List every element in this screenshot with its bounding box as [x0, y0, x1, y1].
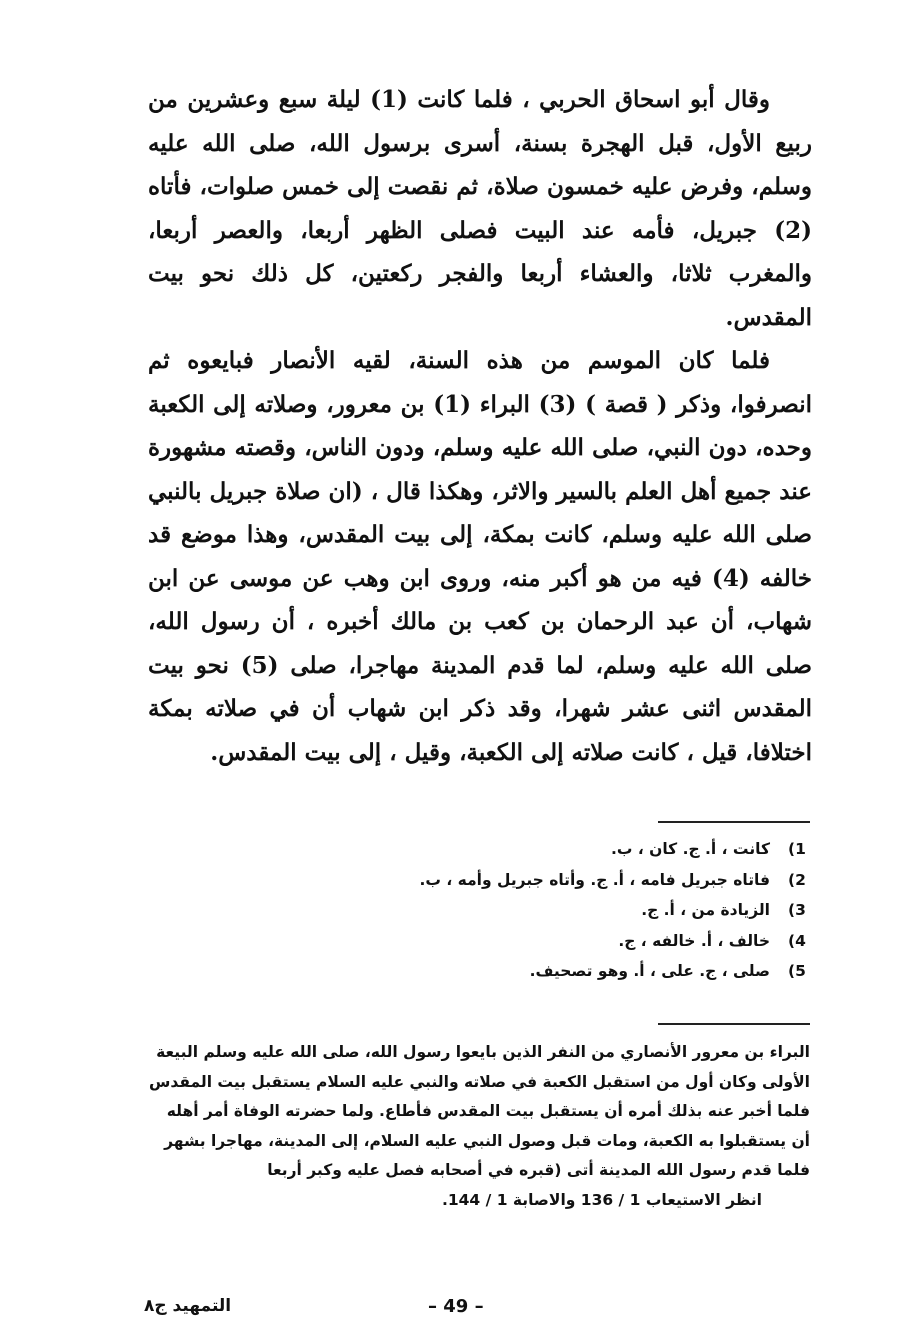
footnote-item	[300, 932, 810, 963]
biography-line: فلما أخبر عنه بذلك أمره أن يستقبل بيت المقدس فأطاع. ولما حضرته الوفاة أمر أهله	[166, 1102, 810, 1120]
biography-line: البراء بن معرور الأنصاري من النفر الذين بايعوا رسول الله، صلى الله عليه وسلم البيعة	[156, 1043, 810, 1061]
biography-separator	[658, 1023, 810, 1025]
paragraph: وقال أبو اسحاق الحربي ، فلما كانت (1) ليلة سبع وعشرين من ربيع الأول، قبل الهجرة بسنة، أسرى برسول الله، صلى الله عليه وسلم، وفرض عليه خمسون صلاة، ثم نقصت إلى خمس صلوات، فأتاه (2) جبريل، فأمه عند البيت فصلى الظهر أربعا، والعصر أربعا، والمغرب ثلاثا، والعشاء أربعا والفجر ركعتين، كل ذلك نحو بيت المقدس.	[148, 86, 812, 331]
footnote-item	[300, 840, 810, 871]
footnote-text: صلى ، ج. على ، أ. وهو تصحيف.	[529, 962, 770, 980]
footnote-text: فاتاه جبريل فامه ، أ. ج. وأتاه جبريل وأمه ، ب.	[419, 870, 770, 889]
footnote-text: كانت ، أ. ج. كان ، ب.	[610, 840, 770, 858]
biography-note	[142, 1038, 810, 1215]
main-text	[148, 78, 812, 774]
footnote-item	[300, 871, 810, 902]
biography-source: انظر الاستيعاب 1 / 136 والاصابة 1 / 144.	[441, 1190, 762, 1209]
footnotes-list	[300, 840, 810, 993]
paragraph: فلما كان الموسم من هذه السنة، لقيه الأنصار فبايعوه ثم انصرفوا، وذكر ( قصة ) (3) البراء (1) بن معرور، وصلاته إلى الكعبة وحده، دون النبي، صلى الله عليه وسلم، ودون الناس، وقصته مشهورة عند جميع أهل العلم بالسير والاثر، وهكذا قال ، (ان صلاة جبريل بالنبي صلى الله عليه وسلم، كانت بمكة، إلى بيت المقدس، وهذا موضع قد خالفه (4) فيه من هو أكبر منه، وروى ابن وهب عن موسى عن ابن شهاب، أن عبد الرحمان بن كعب بن مالك أخبره ، أن رسول الله، صلى الله عليه وسلم، لما قدم المدينة مهاجرا، صلى (5) نحو بيت المقدس اثنى عشر شهرا، وقد ذكر ابن شهاب أن في صلاته بمكة اختلافا، قيل ، كانت صلاته إلى الكعبة، وقيل ، إلى بيت المقدس.	[148, 347, 813, 766]
biography-line: الأولى وكان أول من استقبل الكعبة في صلاته والنبي عليه السلام يستقبل بيت المقدس	[149, 1072, 810, 1091]
footnote-number: (1	[788, 840, 806, 858]
footnote-number: (3	[788, 901, 806, 919]
footnote-number: (4	[788, 931, 806, 950]
footnote-item	[300, 901, 810, 932]
book-title: التمهيد ج٨	[144, 1296, 232, 1316]
footnote-item	[300, 962, 810, 993]
footnote-number: (2	[788, 870, 806, 889]
footnote-separator	[658, 821, 810, 823]
page-number: – 49 –	[428, 1296, 484, 1317]
footnote-number: (5	[788, 962, 806, 980]
footnote-text: خالف ، أ. خالفه ، ج.	[618, 931, 770, 950]
biography-line: أن يستقبلوا به الكعبة، ومات قبل وصول النبي عليه السلام، إلى المدينة، مهاجرا بشهر	[164, 1131, 810, 1150]
footnote-text: الزيادة من ، أ. ج.	[641, 901, 770, 919]
biography-line: فلما قدم رسول الله المدينة أتى (قبره في أصحابه فصل عليه وكبر أربعا	[267, 1161, 810, 1179]
page-footer	[0, 1296, 905, 1326]
